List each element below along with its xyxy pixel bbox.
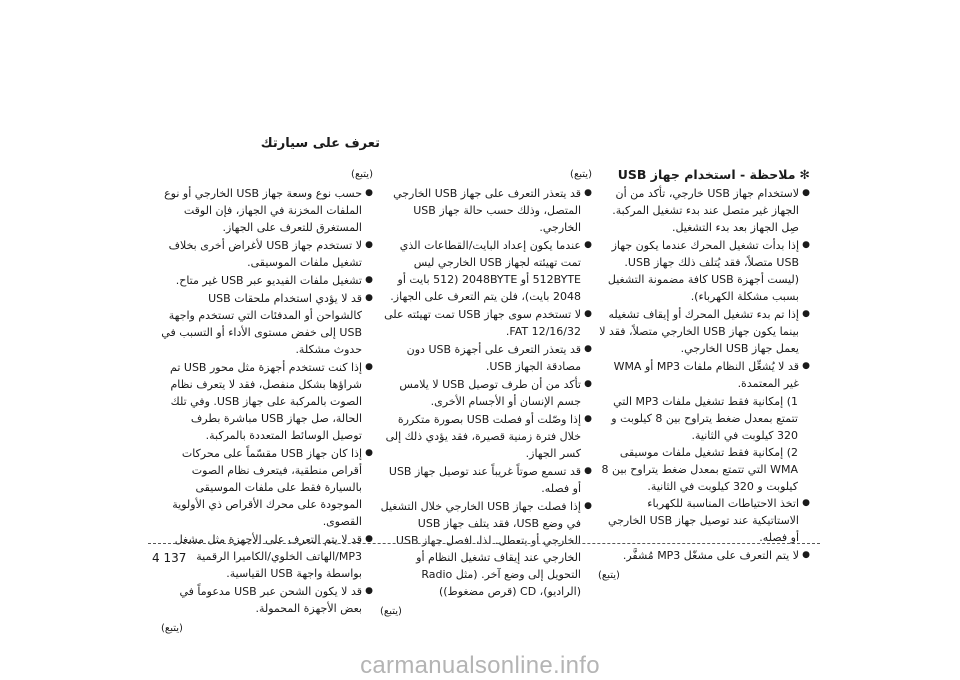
sub-item: 1) إمكانية فقط تشغيل ملفات MP3 التي تتمتع بمعدل ضغط يتراوح بين 8 كيلوبت و 320 كيلوبت في الثانية. <box>611 395 798 442</box>
bullet-icon: ● <box>365 448 373 458</box>
list-item: ● تأكد من أن طرف توصيل USB لا يلامس جسم الإنسان أو الأجسام الأخرى. <box>399 378 592 408</box>
list-item: ● إذا تم بدء تشغيل المحرك أو إيقاف تشغيله بينما يكون جهاز USB الخارجي متصلاً، فقد لا يعمل جهاز USB الخارجي. <box>599 308 810 355</box>
bullet-icon: ● <box>802 309 810 319</box>
page-number: 4 137 <box>152 551 187 565</box>
list-item: ● لا تستخدم جهاز USB لأغراض أخرى بخلاف تشغيل ملفات الموسيقى. <box>168 239 373 269</box>
bullet-icon: ● <box>584 240 592 250</box>
bullet-list <box>161 185 373 617</box>
list-item: ● قد تسمع صوتاً غريباً عند توصيل جهاز USB أو فصله. <box>388 465 592 495</box>
middle-column <box>380 166 592 620</box>
list-item: ● إذا وصّلت أو فصلت USB بصورة متكررة خلال فترة زمنية قصيرة، فقد يؤدي ذلك إلى كسر الجهاز. <box>385 413 592 460</box>
list-item: ● لاستخدام جهاز USB خارجي، تأكد من أن الجهاز غير متصل عند بدء تشغيل المركبة. صِل الجهاز بعد بدء التشغيل. <box>612 187 810 234</box>
bullet-icon: ● <box>365 275 373 285</box>
section-heading: ✻ملاحظة - استخدام جهاز USB <box>617 167 810 182</box>
bullet-icon: ● <box>584 379 592 389</box>
bullet-icon: ● <box>802 188 810 198</box>
sub-list <box>598 393 810 495</box>
list-item: ● إذا بدأت تشغيل المحرك عندما يكون جهاز USB متصلاً، فقد يُتلف ذلك جهاز USB. (ليست أجهزة USB كافة مضمونة التشغيل بسبب مشكلة الكهرباء). <box>607 239 810 303</box>
bullet-icon: ● <box>584 309 592 319</box>
list-item: ● قد لا يُشغِّل النظام ملفات MP3 أو WMA غير المعتمدة. <box>613 360 810 390</box>
continued-label: (يتبع) <box>598 570 620 581</box>
continued-label: (يتبع) <box>351 169 373 180</box>
bullet-icon: ● <box>584 344 592 354</box>
list-item: ● قد يتعذر التعرف على جهاز USB الخارجي المتصل، وذلك حسب حالة جهاز USB الخارجي. <box>393 187 592 234</box>
bullet-icon: ● <box>365 586 373 596</box>
bullet-icon: ● <box>365 240 373 250</box>
bullet-icon: ● <box>584 501 592 511</box>
bullet-icon: ● <box>365 293 373 303</box>
list-item: ● قد لا يؤدي استخدام ملحقات USB كالشواحن أو المدفئات التي تستخدم واجهة USB إلى خفض مستوى الأداء أو التسبب في حدوث مشكلة. <box>161 292 373 356</box>
bullet-list <box>598 185 810 392</box>
bullet-icon: ● <box>802 498 810 508</box>
list-item: ● إذا كنت تستخدم أجهزة مثل محور USB تم شراؤها بشكل منفصل، فقد لا يتعرف نظام الصوت بالمركبة على جهاز USB. وفي تلك الحالة، صل جهاز USB مباشرة بطرف توصيل الوسائط المتعددة بالمركبة. <box>170 361 373 442</box>
bullet-icon: ● <box>365 362 373 372</box>
bullet-list <box>380 185 592 600</box>
list-item: ● قد لا يتم التعرف على الأجهزة مثل مشغل MP3/الهاتف الخلوي/الكاميرا الرقمية بواسطة واجهة USB القياسية. <box>174 533 373 580</box>
list-item: ● لا يتم التعرف على مشغّل MP3 مُشفَّر. <box>622 549 810 562</box>
continued-label: (يتبع) <box>570 169 592 180</box>
bullet-list <box>598 495 810 564</box>
continued-label: (يتبع) <box>161 623 183 634</box>
bullet-icon: ● <box>802 240 810 250</box>
footer-divider <box>148 543 820 544</box>
list-item: ● لا تستخدم سوى جهاز USB تمت تهيئته على FAT 12/16/32. <box>384 308 592 338</box>
bullet-icon: ● <box>365 188 373 198</box>
list-item: ● قد يتعذر التعرف على أجهزة USB دون مصادقة الجهاز USB. <box>406 343 592 373</box>
list-item: ● قد لا يكون الشحن عبر USB مدعوماً في بعض الأجهزة المحمولة. <box>179 585 373 615</box>
bullet-icon: ● <box>802 550 810 560</box>
list-item: ● حسب نوع وسعة جهاز USB الخارجي أو نوع الملفات المخزنة في الجهاز، فإن الوقت المستغرق للتعرف على الجهاز. <box>164 187 373 234</box>
left-column <box>161 166 373 637</box>
list-item: ● عندما يكون إعداد البايت/القطاعات الذي تمت تهيئته لجهاز USB الخارجي ليس 512BYTE أو 2048BYTE (512 بايت أو 2048 بايت)، فلن يتم التعرف على الجهاز. <box>390 239 592 303</box>
bullet-icon: ● <box>584 414 592 424</box>
list-item: ● تشغيل ملفات الفيديو عبر USB غير متاح. <box>175 274 373 287</box>
bullet-icon: ● <box>365 534 373 544</box>
bullet-icon: ● <box>584 188 592 198</box>
list-item: ● إذا فصلت جهاز USB الخارجي خلال التشغيل في وضع USB، فقد يتلف جهاز USB الخارجي أو يتعطل. لذا، افصل جهاز USB الخارجي عند إيقاف تشغيل النظام أو التحويل إلى وضع آخر. (مثل Radio (الراديو)، CD (قرص مضغوط)) <box>380 500 592 598</box>
asterisk-icon: ✻ <box>799 167 810 182</box>
bullet-icon: ● <box>584 466 592 476</box>
sub-item: 2) إمكانية فقط تشغيل ملفات موسيقى WMA التي تتمتع بمعدل ضغط يتراوح بين 8 كيلوبت و 320 كيلوبت في الثانية. <box>601 446 798 493</box>
bullet-icon: ● <box>802 361 810 371</box>
page-header-title: تعرف على سيارتك <box>260 136 380 151</box>
continued-label: (يتبع) <box>380 606 402 617</box>
list-item: ● اتخذ الاحتياطات المناسبة للكهرباء الاستاتيكية عند توصيل جهاز USB الخارجي أو فصله. <box>607 497 810 544</box>
list-item: ● إذا كان جهاز USB مقسّماً على محركات أقراص منطقية، فيتعرف نظام الصوت بالسيارة فقط على ملفات الموسيقى الموجودة على محرك الأقراص ذي الأولوية القصوى. <box>172 447 373 528</box>
watermark: carmanualsonline.info <box>360 652 600 679</box>
right-column <box>598 166 810 584</box>
